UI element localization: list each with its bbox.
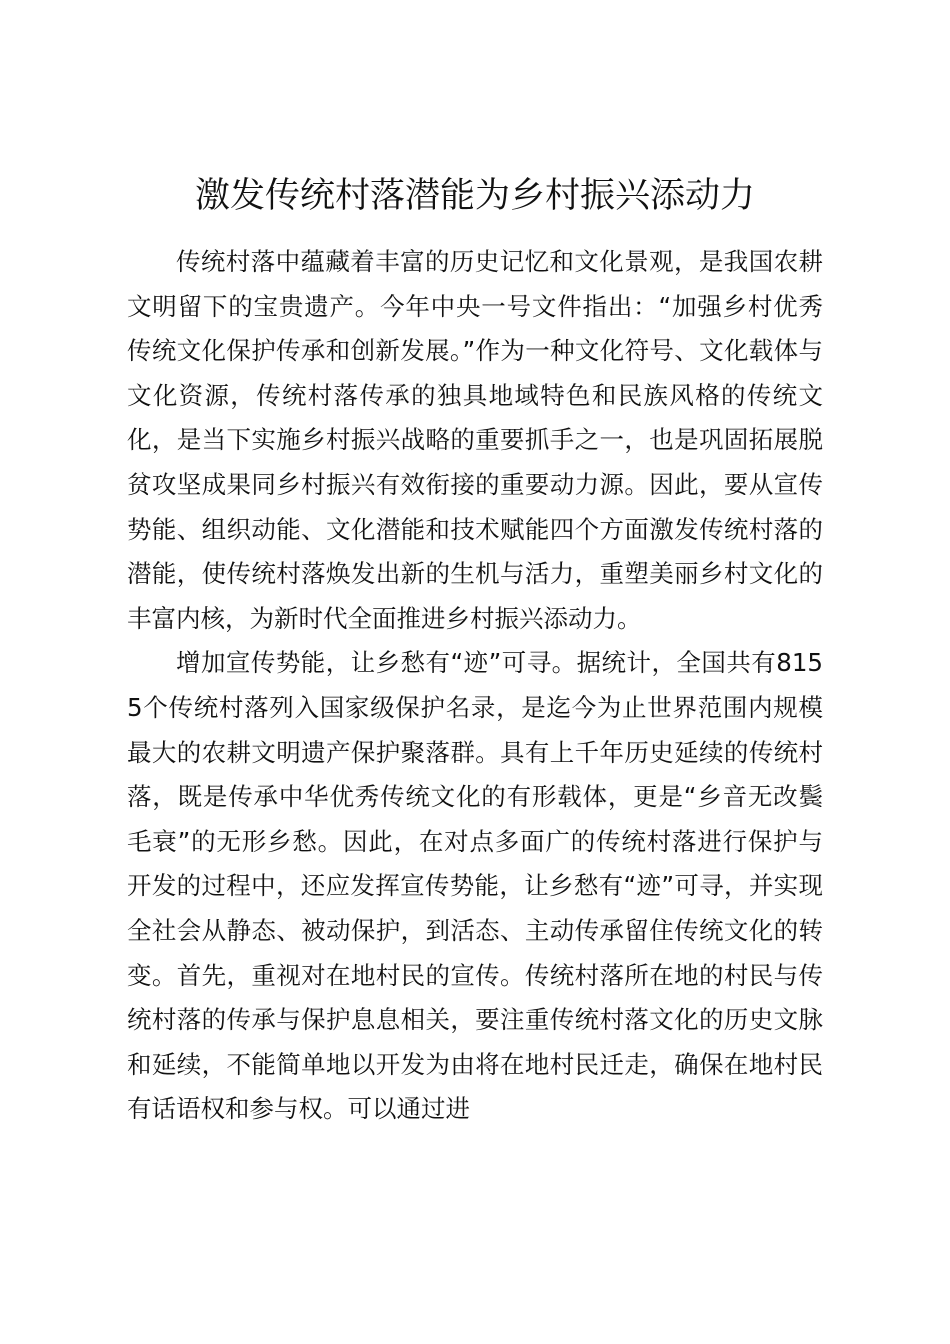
document-body (127, 240, 823, 1132)
document-title: 激发传统村落潜能为乡村振兴添动力 (194, 176, 755, 216)
paragraph-publicity: 增加宣传势能，让乡愁有“迹”可寻。据统计，全国共有8155个传统村落列入国家级保护名录，是迄今为止世界范围内规模最大的农耕文明遗产保护聚落群。具有上千年历史延续的传统村落，既是传承中华优秀传统文化的有形载体，更是“乡音无改鬓毛衰”的无形乡愁。因此，在对点多面广的传统村落进行保护与开发的过程中，还应发挥宣传势能，让乡愁有“迹”可寻，并实现全社会从静态、被动保护，到活态、主动传承留住传统文化的转变。首先，重视对在地村民的宣传。传统村落所在地的村民与传统村落的传承与保护息息相关，要注重传统村落文化的历史文脉和延续，不能简单地以开发为由将在地村民迁走，确保在地村民有话语权和参与权。可以通过进 (127, 648, 823, 1124)
paragraph-intro: 传统村落中蕴藏着丰富的历史记忆和文化景观，是我国农耕文明留下的宝贵遗产。今年中央一号文件指出：“加强乡村优秀传统文化保护传承和创新发展。”作为一种文化符号、文化载体与文化资源，传统村落传承的独具地域特色和民族风格的传统文化，是当下实施乡村振兴战略的重要抓手之一，也是巩固拓展脱贫攻坚成果同乡村振兴有效衔接的重要动力源。因此，要从宣传势能、组织动能、文化潜能和技术赋能四个方面激发传统村落的潜能，使传统村落焕发出新的生机与活力，重塑美丽乡村文化的丰富内核，为新时代全面推进乡村振兴添动力。 (127, 247, 823, 633)
